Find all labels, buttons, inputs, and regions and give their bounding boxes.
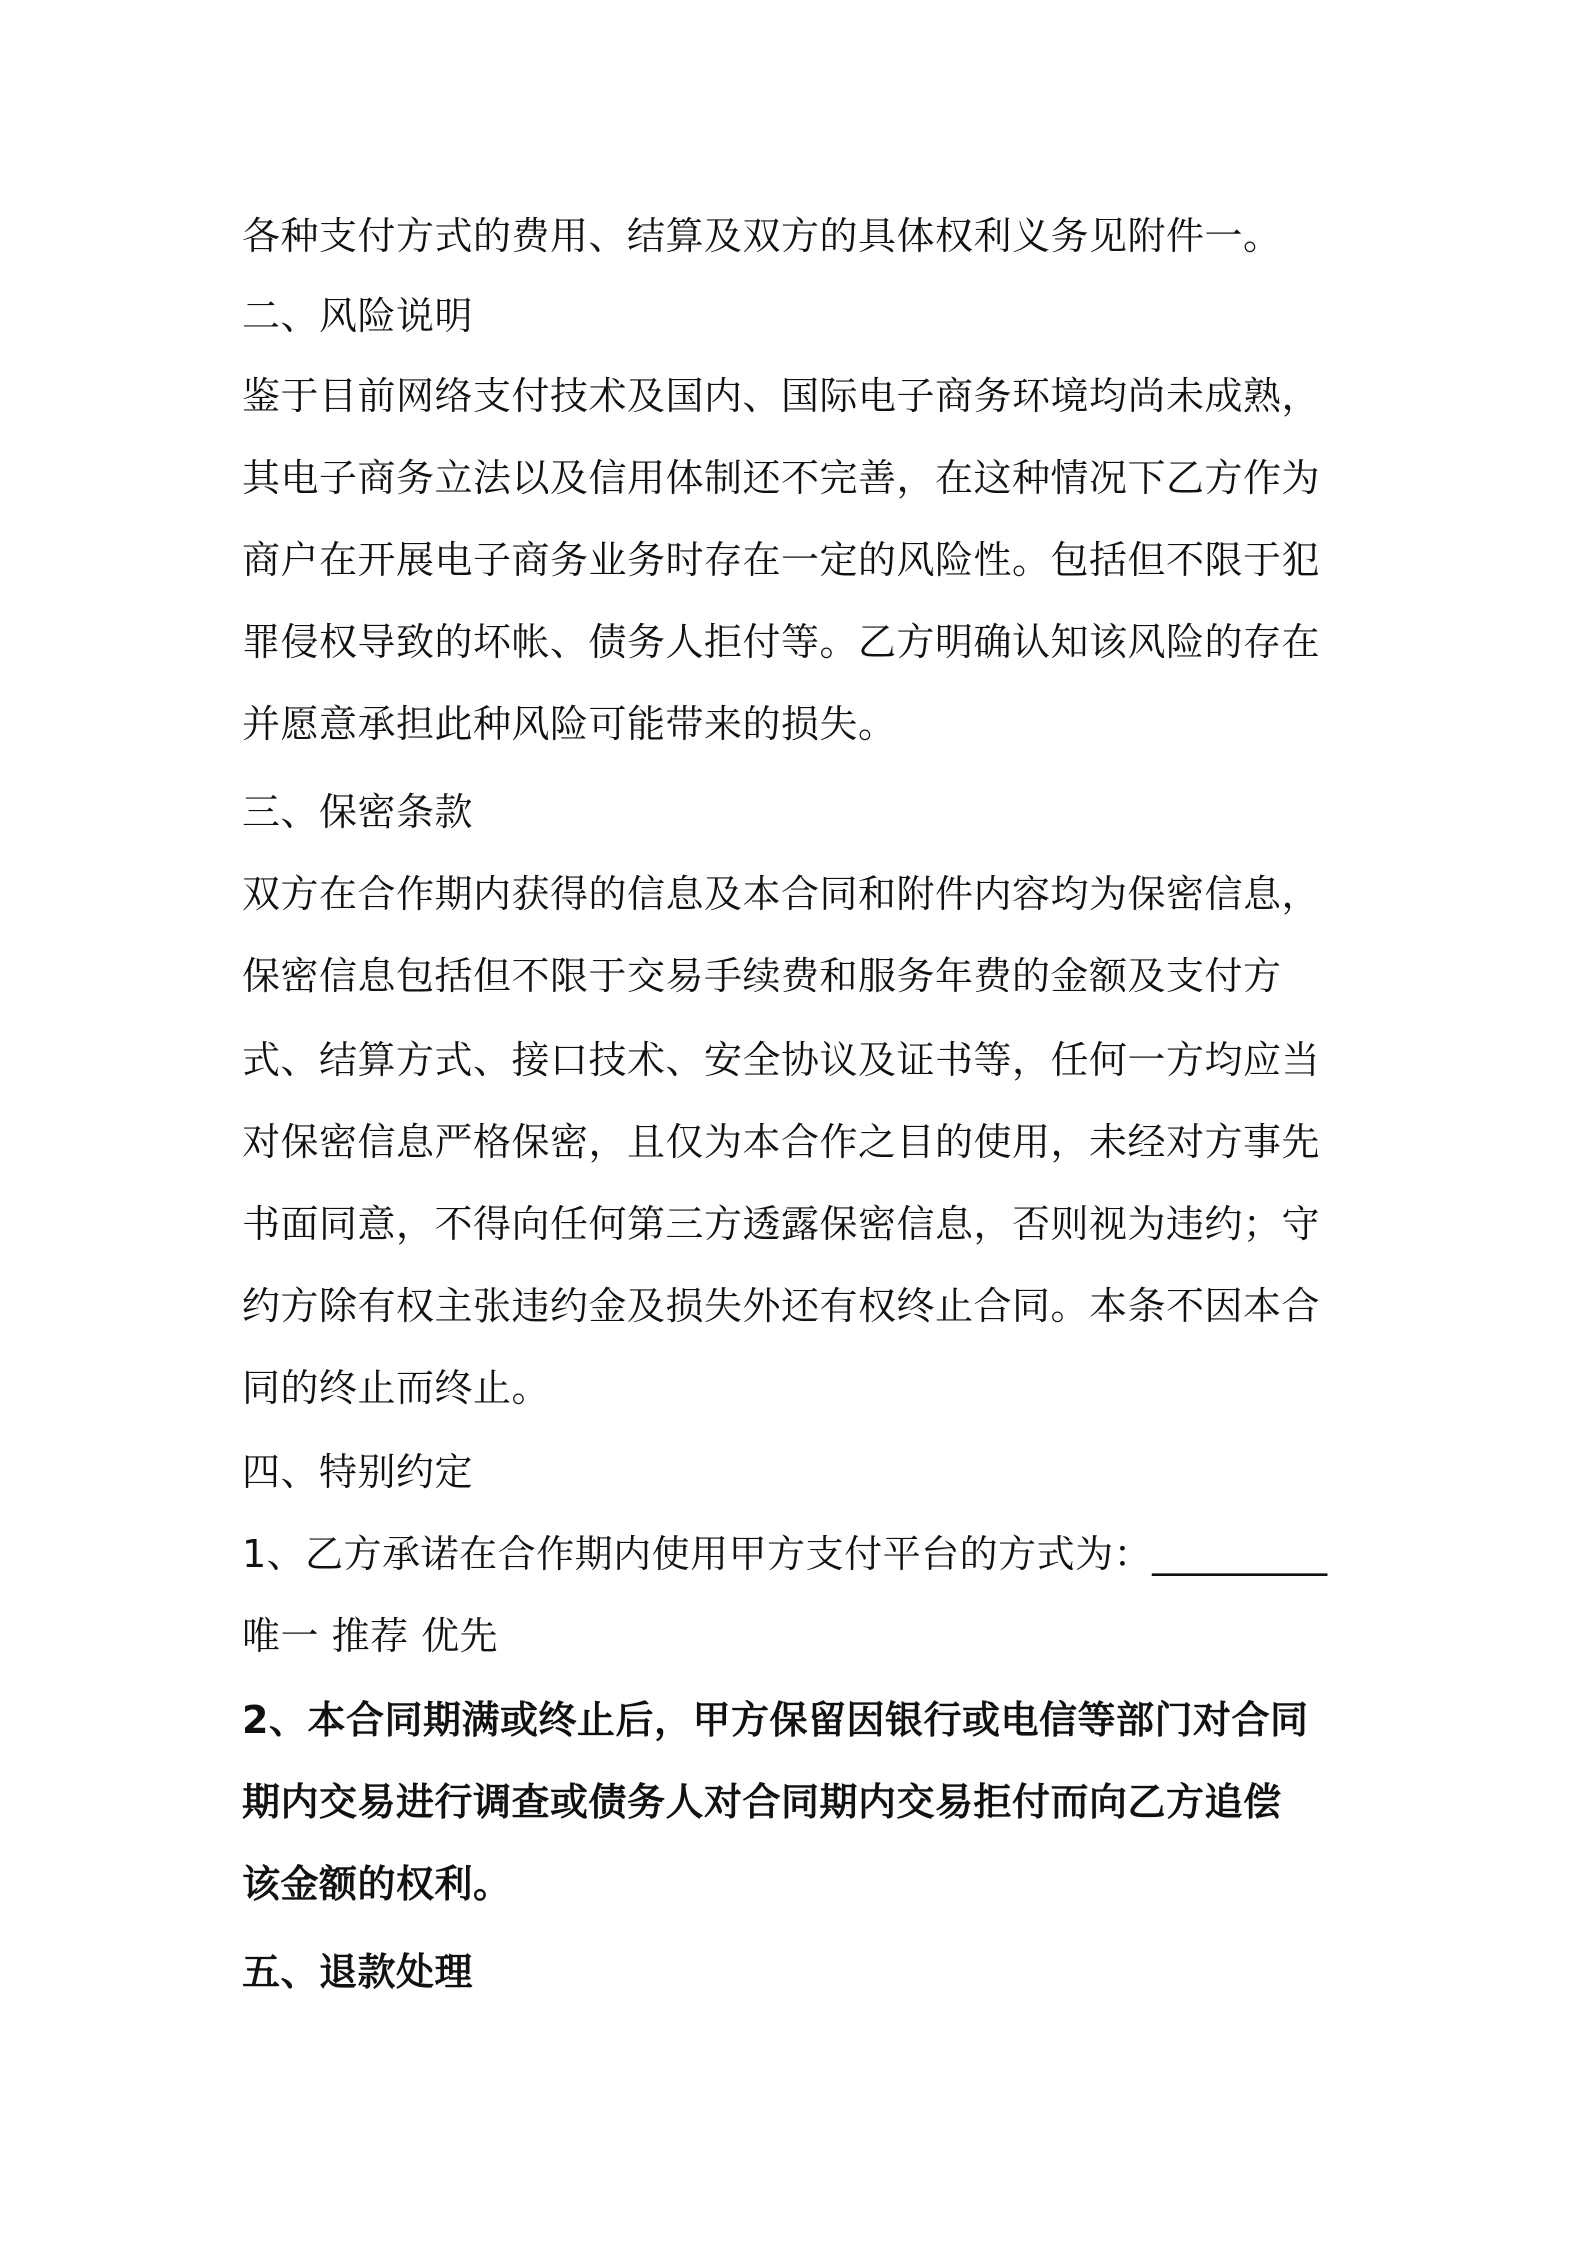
paragraph-line: 鉴于目前网络支付技术及国内、国际电子商务环境均尚未成熟， [242,374,1321,418]
paragraph-line: 并愿意承担此种风险可能带来的损失。 [242,702,897,746]
paragraph-line: 1、乙方承诺在合作期内使用甲方支付平台的方式为：_________ [242,1532,1328,1576]
section-heading-confidentiality: 三、保密条款 [242,790,474,834]
payment-options-line: 唯一 推荐 优先 [242,1614,499,1658]
paragraph-line: 保密信息包括但不限于交易手续费和服务年费的金额及支付方 [242,954,1282,998]
section-heading-risk: 二、风险说明 [242,294,474,338]
section-heading-special-terms: 四、特别约定 [242,1450,474,1494]
paragraph-line: 罪侵权导致的坏帐、债务人拒付等。乙方明确认知该风险的存在 [242,620,1321,664]
paragraph-line: 该金额的权利。 [242,1862,512,1906]
paragraph-line: 各种支付方式的费用、结算及双方的具体权利义务见附件一。 [242,214,1282,258]
paragraph-line: 双方在合作期内获得的信息及本合同和附件内容均为保密信息， [242,872,1321,916]
paragraph-line: 约方除有权主张违约金及损失外还有权终止合同。本条不因本合 [242,1284,1321,1328]
paragraph-line: 其电子商务立法以及信用体制还不完善，在这种情况下乙方作为 [242,456,1321,500]
paragraph-line: 商户在开展电子商务业务时存在一定的风险性。包括但不限于犯 [242,538,1321,582]
paragraph-line: 书面同意，不得向任何第三方透露保密信息，否则视为违约；守 [242,1202,1321,1246]
paragraph-line: 2、本合同期满或终止后，甲方保留因银行或电信等部门对合同 [242,1698,1309,1742]
paragraph-line: 对保密信息严格保密，且仅为本合作之目的使用，未经对方事先 [242,1120,1321,1164]
paragraph-line: 同的终止而终止。 [242,1366,551,1410]
section-heading-refund: 五、退款处理 [242,1950,474,1994]
paragraph-line: 式、结算方式、接口技术、安全协议及证书等，任何一方均应当 [242,1038,1321,1082]
paragraph-line: 期内交易进行调查或债务人对合同期内交易拒付而向乙方追偿 [242,1780,1282,1824]
